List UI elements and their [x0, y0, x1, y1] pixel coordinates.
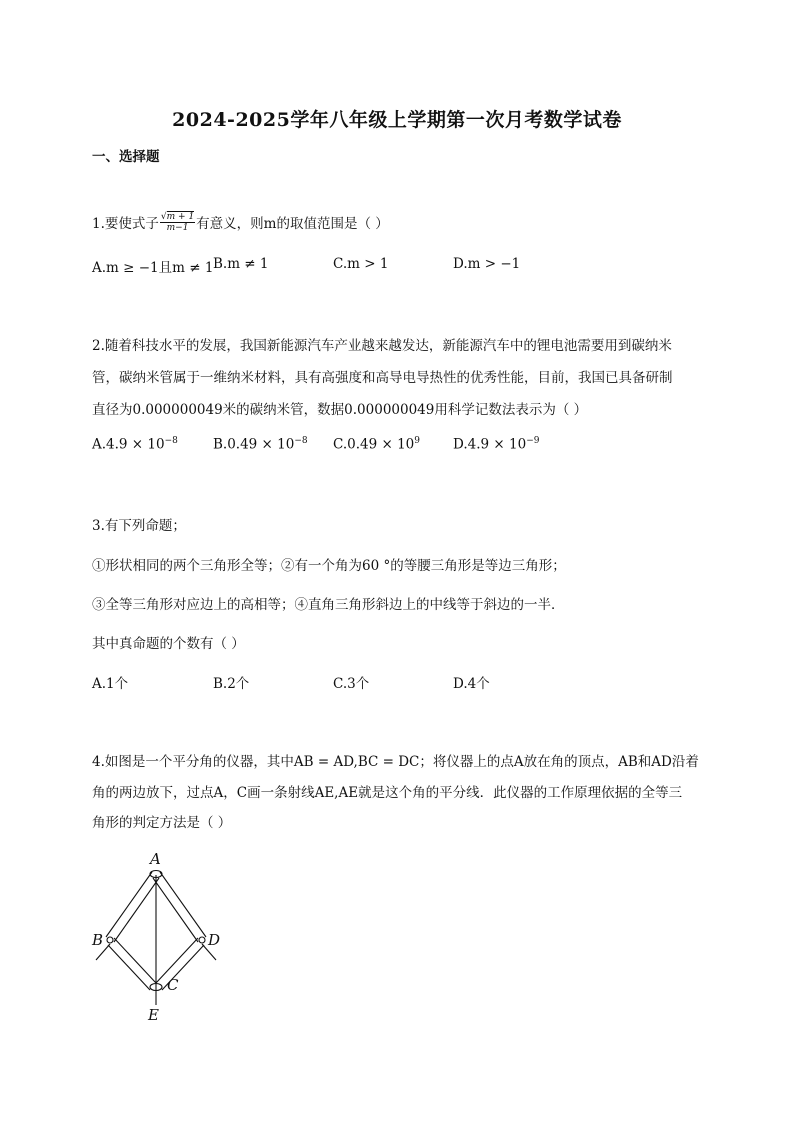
label-e: E [148, 1006, 159, 1024]
q4-line-3: 角形的判定方法是（ ） [92, 815, 232, 831]
label-d: D [208, 931, 221, 949]
page-title: 2024-2025学年八年级上学期第一次月考数学试卷 [172, 109, 622, 131]
q1-option-a[interactable]: A.m ≥ −1且m ≠ 1 [92, 260, 214, 276]
q2-line-3: 直径为0.000000049米的碳纳米管，数据0.000000049用科学记数法表示为（ ） [92, 402, 588, 418]
q1-fraction: $\frac{√m + 1}{m-1}$ [160, 212, 195, 233]
q2-option-b[interactable]: $B.0.49 \times 10^{-8}$ [213, 436, 308, 453]
q3-option-b[interactable]: B.2个 [213, 676, 250, 692]
q3-option-a[interactable]: A.1个 [92, 676, 129, 692]
q3-line-2: ①形状相同的两个三角形全等；②有一个角为60 °的等腰三角形是等边三角形； [92, 558, 566, 574]
q1-option-b[interactable]: B.m ≠ 1 [213, 256, 269, 272]
q2-option-a[interactable]: $A.4.9 \times 10^{-8}$ [92, 436, 178, 453]
q2-options [92, 436, 692, 456]
q2-option-d[interactable]: $D.4.9 \times 10^{-9}$ [453, 436, 540, 453]
q1-suffix: 有意义，则m的取值范围是（ ） [196, 216, 389, 232]
q4-line-1: 4.如图是一个平分角的仪器，其中AB = AD,BC = DC；将仪器上的点A放在角的顶点，AB和AD沿着 [92, 754, 699, 770]
angle-bisector-figure [88, 850, 238, 1025]
q3-line-4: 其中真命题的个数有（ ） [92, 636, 245, 652]
label-a: A [150, 850, 161, 868]
label-c: C [167, 976, 179, 994]
section-heading: 一、选择题 [92, 149, 160, 165]
q1-option-d[interactable]: D.m > −1 [453, 256, 521, 272]
q4-line-2: 角的两边放下，过点A，C画一条射线AE,AE就是这个角的平分线．此仪器的工作原理依据的全等三 [92, 785, 683, 801]
q1-fraction-den: m−1 [166, 223, 189, 233]
q1-prefix: 1.要使式子 [92, 216, 159, 232]
q2-line-1: 2.随着科技水平的发展，我国新能源汽车产业越来越发达，新能源汽车中的锂电池需要用到碳纳米 [92, 338, 672, 354]
q1-options [92, 256, 692, 276]
q3-option-d[interactable]: D.4个 [453, 676, 490, 692]
q3-line-3: ③全等三角形对应边上的高相等；④直角三角形斜边上的中线等于斜边的一半． [92, 597, 565, 613]
q3-options [92, 672, 692, 692]
label-b: B [92, 931, 104, 949]
q2-option-c[interactable]: $C.0.49 \times 10^9$ [333, 436, 421, 453]
q2-line-2: 管，碳纳米管属于一维纳米材料，具有高强度和高导电导热性的优秀性能，目前，我国已具备研制 [92, 370, 673, 386]
q1-option-c[interactable]: C.m > 1 [333, 256, 389, 272]
q3-line-1: 3.有下列命题； [92, 518, 186, 534]
q3-option-c[interactable]: C.3个 [333, 676, 370, 692]
q1-fraction-num: m + 1 [166, 212, 195, 222]
question-1 [92, 212, 389, 235]
